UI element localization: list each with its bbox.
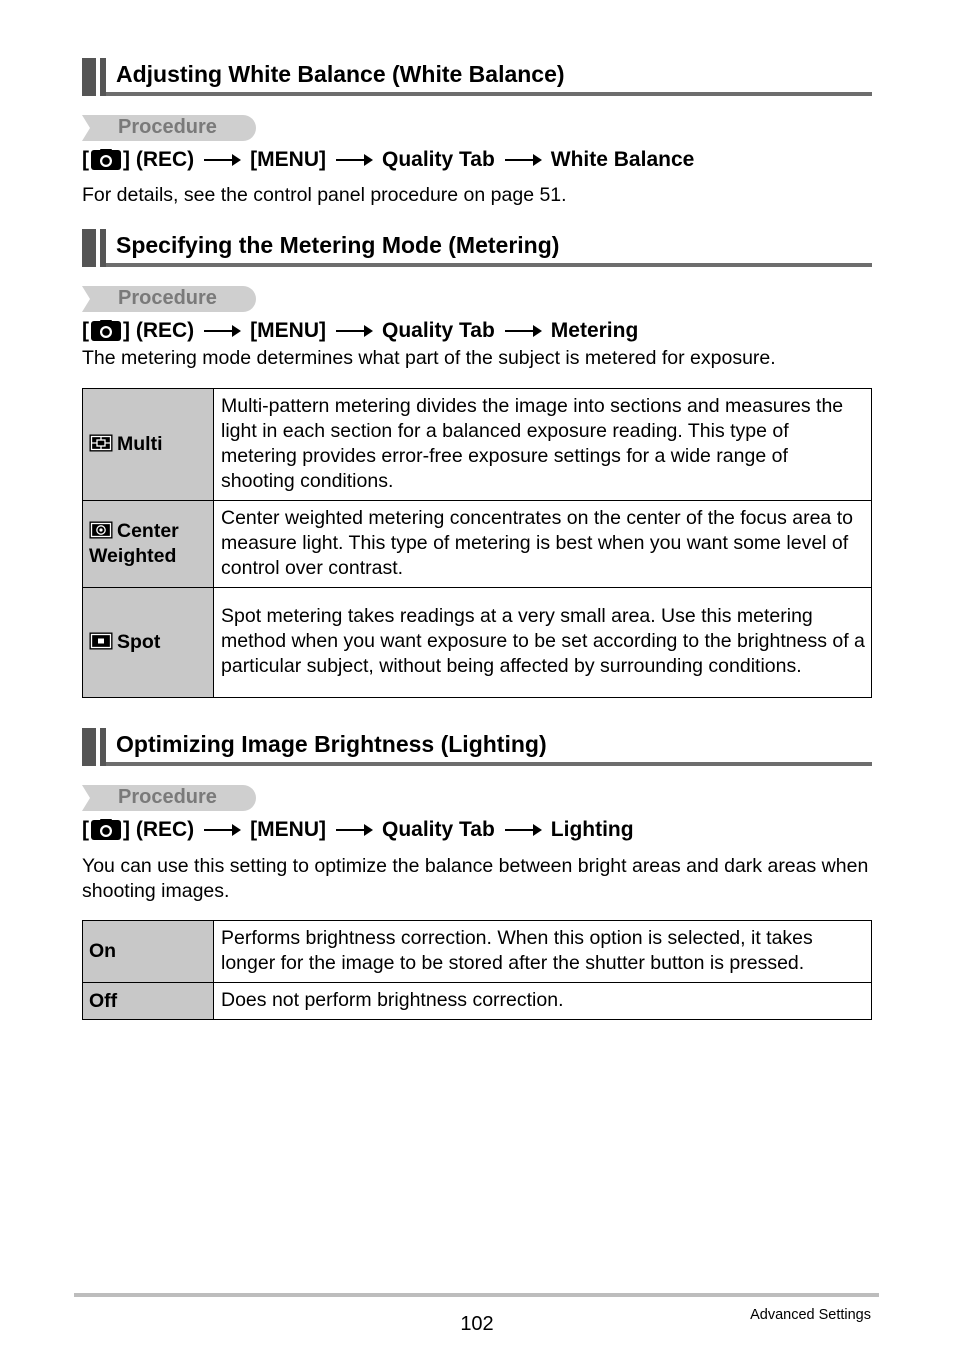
footer-section-name: Advanced Settings [750,1307,871,1323]
heading-bar-decoration [100,229,106,267]
path-rec: ] (REC) [123,818,195,841]
table-row [83,501,872,588]
option-description: Spot metering takes readings at a very small area. Use this metering method when you want exposure to be set according to the brightness of a particular subject, without being affected by surrounding conditions. [214,588,872,698]
procedure-badge [82,115,256,141]
heading-bar-decoration [82,58,96,96]
section-body-text: You can use this setting to optimize the balance between bright areas and dark areas when shooting images. [82,855,869,902]
menu-path: [ ] (REC) [MENU] Quality Tab Metering [82,319,639,342]
option-label: Off [83,983,214,1020]
arrow-right-icon [202,823,242,837]
procedure-label: Procedure [118,786,217,808]
arrow-right-icon [503,324,543,338]
section-title: Adjusting White Balance (White Balance) [116,61,565,87]
heading-underline [106,762,872,766]
heading-bar-decoration [82,728,96,766]
camera-icon [90,320,122,342]
path-rec: ] (REC) [123,319,195,342]
arrow-right-icon [202,153,242,167]
section-body-text: For details, see the control panel procedure on page 51. [82,184,567,206]
option-label: On [83,921,214,983]
arrow-right-icon [503,153,543,167]
chevron-icon [82,286,104,312]
option-label-cell [83,588,214,698]
option-description: Multi-pattern metering divides the image into sections and measures the light in each section for a balanced exposure reading. This type of metering provides error-free exposure settings for a wide range of shooting conditions. [214,389,872,501]
metering-options-table [82,388,872,698]
path-tab: Quality Tab [381,319,495,342]
path-item: Metering [550,319,639,342]
path-menu: [MENU] [250,818,326,841]
multi-metering-icon [89,434,113,452]
menu-path: [ ] (REC) [MENU] Quality Tab White Balance [82,148,695,171]
page-number: 102 [460,1313,494,1335]
procedure-label: Procedure [118,287,217,309]
section-heading-lighting [82,728,872,766]
heading-underline [106,92,872,96]
heading-bar-decoration [100,58,106,96]
arrow-right-icon [334,823,374,837]
table-row [83,921,872,983]
option-description: Performs brightness correction. When this option is selected, it takes longer for the image to be stored after the shutter button is pressed. [214,921,872,983]
heading-bar-decoration [100,728,106,766]
path-menu: [MENU] [250,319,326,342]
option-description: Does not perform brightness correction. [214,983,872,1020]
table-row [83,588,872,698]
arrow-right-icon [503,823,543,837]
procedure-badge [82,286,256,312]
menu-path: [ ] (REC) [MENU] Quality Tab Lighting [82,818,634,841]
path-item: Lighting [550,818,634,841]
option-label-cell [83,501,214,588]
path-tab: Quality Tab [381,148,495,171]
chevron-icon [82,115,104,141]
camera-icon [90,819,122,841]
heading-underline [106,263,872,267]
center-weighted-metering-icon [89,521,113,539]
footer-divider [74,1293,879,1297]
path-item: White Balance [550,148,695,171]
path-tab: Quality Tab [381,818,495,841]
table-row [83,983,872,1020]
procedure-badge [82,785,256,811]
lighting-options-table [82,920,872,1020]
heading-bar-decoration [82,229,96,267]
chevron-icon [82,785,104,811]
option-label: Multi [117,433,163,455]
camera-icon [90,149,122,171]
section-title: Optimizing Image Brightness (Lighting) [116,731,547,757]
section-heading-metering [82,229,872,267]
option-label-cell [83,389,214,501]
section-body-text: The metering mode determines what part of the subject is metered for exposure. [82,347,776,369]
procedure-label: Procedure [118,116,217,138]
path-menu: [MENU] [250,148,326,171]
arrow-right-icon [334,153,374,167]
arrow-right-icon [334,324,374,338]
section-title: Specifying the Metering Mode (Metering) [116,232,560,258]
path-rec: ] (REC) [123,148,195,171]
arrow-right-icon [202,324,242,338]
option-description: Center weighted metering concentrates on the center of the focus area to measure light. This type of metering is best when you want some level of control over contrast. [214,501,872,588]
spot-metering-icon [89,632,113,650]
option-label: Spot [117,631,161,653]
section-heading-white-balance [82,58,872,96]
table-row [83,389,872,501]
option-label: Center Weighted [89,520,179,567]
